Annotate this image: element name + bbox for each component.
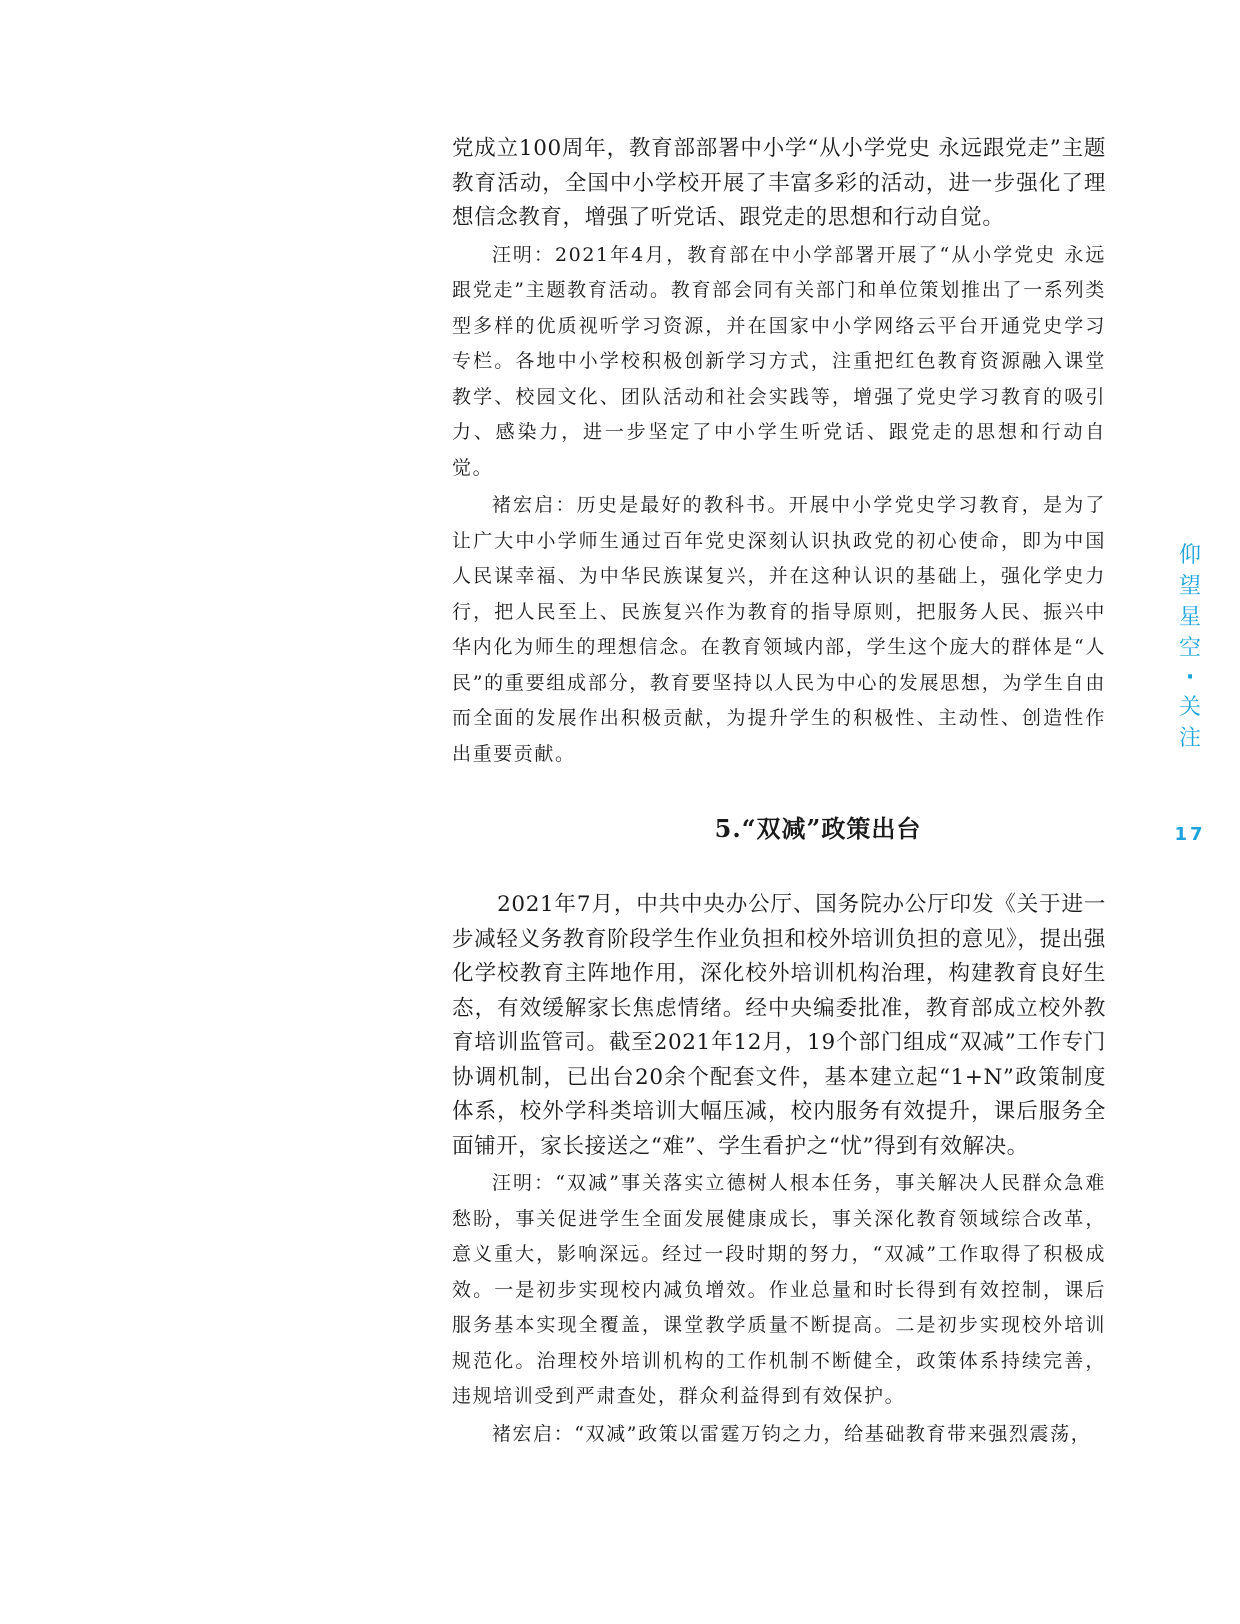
side-tab-char: 关 (1178, 695, 1201, 720)
section-heading: 5.“双减”政策出台 (714, 814, 922, 843)
page-number: 17 (1174, 824, 1206, 845)
quote-wang-ming-1: 汪明：2021年4月，教育部在中小学部署开展了“从小学党史 永远跟党走”主题教育活动。教育部会同有关部门和单位策划推出了一系列类型多样的优质视听学习资源，并在国家中小学网络云平台开通党史学习专栏。各地中小学校积极创新学习方式，注重把红色教育资源融入课堂教学、校园文化、团队活动和社会实践等，增强了党史学习教育的吸引力、感染力，进一步坚定了中小学生听党话、跟党走的思想和行动自觉。 (452, 243, 1106, 479)
side-tab-char: 望 (1178, 574, 1201, 599)
side-chapter-tab (1172, 540, 1208, 754)
quote-chu-hongqi-1: 褚宏启：历史是最好的教科书。开展中小学党史学习教育，是为了让广大中小学师生通过百年党史深刻认识执政党的初心使命，即为中国人民谋幸福、为中华民族谋复兴，并在这种认识的基础上，强化学史力行，把人民至上、民族复兴作为教育的指导原则，把服务人民、振兴中华内化为师生的理想信念。在教育领域内部，学生这个庞大的群体是“人民”的重要组成部分，教育要坚持以人民为中心的发展思想，为学生自由而全面的发展作出积极贡献，为提升学生的积极性、主动性、创造性作出重要贡献。 (452, 494, 1106, 765)
side-tab-char: 星 (1178, 605, 1201, 630)
main-text-column (452, 132, 1106, 1452)
quote-wang-ming-2: 汪明：“双减”事关落实立德树人根本任务，事关解决人民群众急难愁盼，事关促进学生全面发展健康成长，事关深化教育领域综合改革，意义重大，影响深远。经过一段时期的努力，“双减”工作取得了积极成效。一是初步实现校内减负增效。作业总量和时长得到有效控制，课后服务基本实现全覆盖，课堂教学质量不断提高。二是初步实现校外培训规范化。治理校外培训机构的工作机制不断健全，政策体系持续完善，违规培训受到严肃查处，群众利益得到有效保护。 (452, 1172, 1106, 1407)
side-tab-char: 注 (1178, 726, 1201, 751)
intro-paragraph: 党成立100周年，教育部部署中小学“从小学党史 永远跟党走”主题教育活动，全国中小学校开展了丰富多彩的活动，进一步强化了理想信念教育，增强了听党话、跟党走的思想和行动自觉。 (452, 136, 1106, 230)
side-tab-char: 空 (1178, 636, 1201, 661)
section-paragraph: 2021年7月，中共中央办公厅、国务院办公厅印发《关于进一步减轻义务教育阶段学生作业负担和校外培训负担的意见》，提出强化学校教育主阵地作用，深化校外培训机构治理，构建教育良好生态，有效缓解家长焦虑情绪。经中央编委批准，教育部成立校外教育培训监管司。截至2021年12月，19个部门组成“双减”工作专门协调机制，已出台20余个配套文件，基本建立起“1+N”政策制度体系，校外学科类培训大幅压减，校内服务有效提升，课后服务全面铺开，家长接送之“难”、学生看护之“忧”得到有效解决。 (452, 892, 1106, 1159)
side-tab-char: 仰 (1178, 543, 1201, 568)
side-tab-separator: · (1185, 665, 1195, 690)
quote-chu-hongqi-2: 褚宏启：“双减”政策以雷霆万钧之力，给基础教育带来强烈震荡， (491, 1422, 1092, 1445)
